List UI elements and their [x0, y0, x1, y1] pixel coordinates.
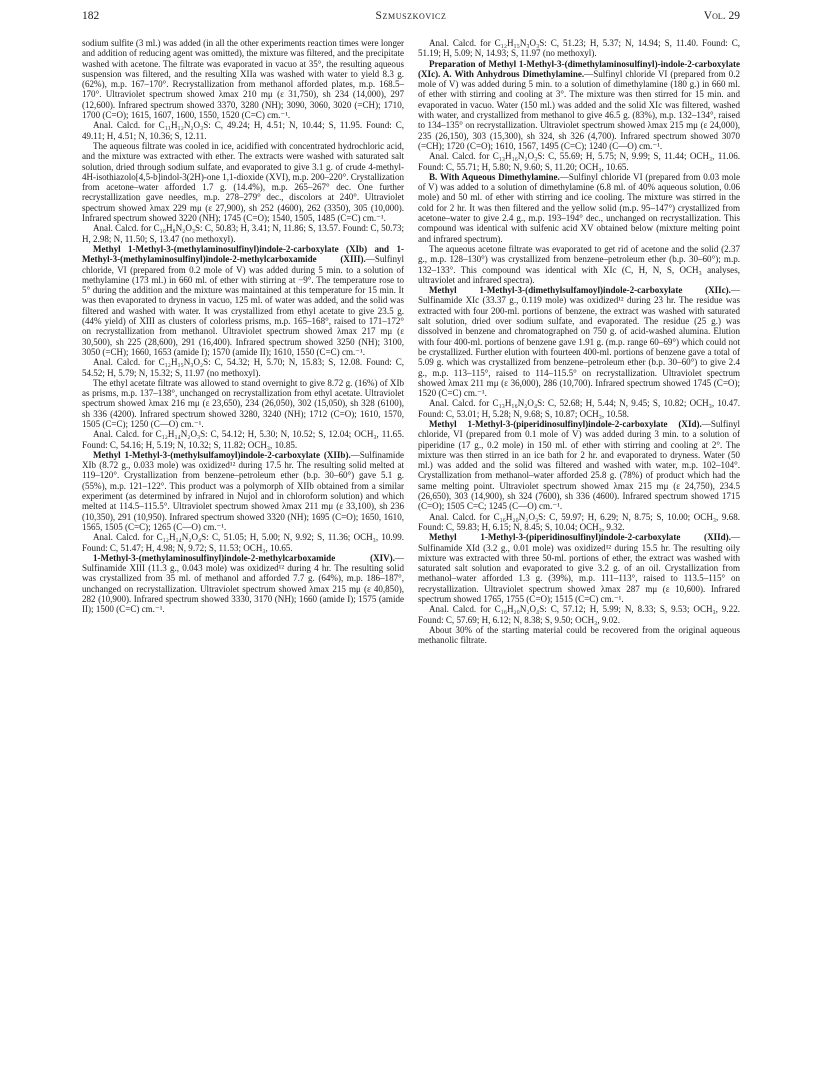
analysis-paragraph [418, 38, 740, 59]
paragraph-text: Anal. Calcd. for C₁₂H₁₅N₃O₃S: C, 51.23; H, 5.37; N, 14.94; S, 11.40. Found: C, 51.19; H, 5.09; N, 14.93; S, 11.97 (no methoxyl). [418, 38, 740, 59]
paragraph-text: —Sulfinyl chloride VI (prepared from 0.2 mole of V) was added during 5 min. to a solution of dimethylamine (180 g.) in 660 ml. of ether with stirring and cooling at 3°. The mixture was then stirred for 15 min. and evaporated in vacuo. Water (150 ml.) was added and the solid XIc was filtered, washed with water, and crystallized from methanol to give 46.5 g. (83%), m.p. 132–134°, raised to 134–135° on recrystallization. Ultraviolet spectrum showed λmax 215 mμ (ε 24,000), 235 (26,150), 303 (15,300), sh 324, sh 326 (4,700). Infrared spectrum showed 3070 (=CH); 1720 (C=O); 1610, 1567, 1495 (C=C); 1240 (C—O) cm.⁻¹. [418, 68, 740, 151]
paragraph-text: Anal. Calcd. for C₁₂H₁₄N₂O₄S: C, 51.05; H, 5.00; N, 9.92; S, 11.36; OCH₃, 10.99. Found: C, 51.47; H, 4.98; N, 9.72; S, 11.53; OCH₃, 10.65. [82, 532, 404, 553]
compound-heading: Methyl 1-Methyl-3-(piperidinosulfinyl)indole-2-carboxylate (XIId). [429, 532, 731, 543]
paragraph-text: About 30% of the starting material could be recovered from the original aqueous methanolic filtrate. [418, 624, 740, 646]
paragraph-text: The ethyl acetate filtrate was allowed to stand overnight to give 8.72 g. (16%) of XIb as prisms, m.p. 137–138°, unchanged on recrystallization from ethyl acetate. Ultraviolet spectrum showed λmax 216 mμ (ε 23,650), 234 (26,050), 302 (15,050), sh 328 (6100), sh 336 (4200). Infrared spectrum showed 3280, 3240 (NH); 1712 (C=O); 1610, 1570, 1505 (C=C); 1250 (C—O) cm.⁻¹. [82, 377, 404, 429]
left-text-column [82, 38, 404, 615]
paragraph-text: Anal. Calcd. for C₁₆H₂₀N₂O₄S: C, 57.12; H, 5.99; N, 8.33; S, 9.53; OCH₃, 9.22. Found: C, 57.69; H, 6.12; N, 8.38; S, 9.50; OCH₃, 9.02. [418, 604, 740, 625]
analysis-paragraph [82, 532, 404, 553]
paragraph-text: Anal. Calcd. for C₁₃H₁₆N₂O₃S: C, 55.69; H, 5.75; N, 9.99; S, 11.44; OCH₃, 11.06. Found: C, 55.71; H, 5.80; N, 9.60; S, 11.20; OCH₃, 10.65. [418, 151, 740, 172]
paragraph-text: Anal. Calcd. for C₁₂H₁₅N₃O₂S: C, 54.32; H, 5.70; N, 15.83; S, 12.08. Found: C, 54.52; H, 5.79; N, 15.32; S, 11.97 (no methoxyl). [82, 357, 404, 378]
body-paragraph [418, 244, 740, 285]
paragraph-text: —Sulfinyl chloride, VI (prepared from 0.1 mole of V) was added during 3 min. to a solution of piperidine (17 g., 0.2 mole) in 150 ml. of ether with stirring and cooling at 2°. The mixture was then stirred in an ice bath for 2 hr. and evaporated to dryness. Water (50 ml.) was added and the solid was filtered and washed with water, m.p. 102–104°. Crystallization from methanol–water afforded 25.8 g. (78%) of product which had the same melting point. Ultraviolet spectrum showed λmax 215 mμ (ε 24,750), 234.5 (26,650), 303 (14,900), sh 324 (7600), sh 336 (4600). Infrared spectrum showed 1715 (C=O); 1505 C=C; 1245 (C—O) cm.⁻¹. [418, 418, 740, 512]
paragraph-text: The aqueous filtrate was cooled in ice, acidified with concentrated hydrochloric acid, and the mixture was extracted with ether. The extracts were washed with saturated salt solution, dried through sodium sulfate, and evaporated to give 3.1 g. of crude 4-methyl-4H-isothiazolo[4,5-b]indol-3(2H)-one 1,1-dioxide (XVI), m.p. 200–220°. Crystallization from acetone–water afforded 1.7 g. (14.4%), m.p. 265–267° dec. One further recrystallization gave needles, m.p. 278–279° dec., discolors at 240°. Ultraviolet spectrum showed λmax 229 mμ (ε 27,900), sh 252 (4600), 262 (3350), 305 (10,000). Infrared spectrum showed 3220 (NH); 1745 (C=O); 1540, 1505, 1485 (C=C) cm.⁻¹. [82, 140, 404, 224]
paragraph-text: sodium sulfite (3 ml.) was added (in all the other experiments reaction times were longer and addition of reducing agent was omitted), the mixture was filtered, and the precipitate washed with acetone. The filtrate was evaporated in vacuo at 35°, the resulting aqueous suspension was filtered, and the resulting XIIa was washed with water to yield 8.3 g. (62%), m.p. 167–170°. Recrystallization from methanol afforded plates, m.p. 168.5–170°. Ultraviolet spectrum showed λmax 210 mμ (ε 31,750), sh 234 (14,000), 297 (12,600). Infrared spectrum showed 3370, 3280 (NH); 3090, 3060, 3020 (=CH); 1710, 1700 (C=O); 1615, 1607, 1600, 1550, 1520 (C=C) cm.⁻¹. [82, 38, 404, 121]
compound-heading: Preparation of Methyl 1-Methyl-3-(dimethylaminosulfinyl)-indole-2-carboxylate (XIc). A. With Anhydrous Dimethylamine. [418, 58, 740, 79]
analysis-paragraph [418, 512, 740, 533]
body-paragraph [418, 532, 740, 604]
analysis-paragraph [418, 604, 740, 625]
analysis-paragraph [82, 357, 404, 378]
paragraph-text: Anal. Calcd. for C₁₀H₈N₂O₃S: C, 50.83; H, 3.41; N, 11.86; S, 13.57. Found: C, 50.73; H, 2.98; N, 11.50; S, 13.47 (no methoxyl). [82, 223, 404, 244]
paragraph-text: —Sulfinamide XIII (11.3 g., 0.043 mole) was oxidized¹² during 4 hr. The resulting solid was crystallized from 35 ml. of methanol and afforded 7.7 g. (64%), m.p. 186–187°, unchanged on recrystallization. Ultraviolet spectrum showed λmax 215 mμ (ε 40,850), 282 (10,900). Infrared spectrum showed 3330, 3170 (NH); 1660 (amide I); 1575 (amide II); 1500 (C=C) cm.⁻¹. [82, 552, 404, 615]
paragraph-text: —Sulfinamide XIc (33.37 g., 0.119 mole) was oxidized¹² during 23 hr. The residue was extracted with four 200-ml. portions of benzene, the extract was washed with saturated salt solution, dried over sodium sulfate, and evaporated. The residue (25 g.) was dissolved in benzene and chromatographed on 750 g. of acid-washed alumina. Elution with four 400-ml. portions of benzene gave 1.91 g. (m.p. range 60–69°) which could not be crystallized. Further elution with fourteen 400-ml. portions of benzene gave a total of 5.09 g. which was crystallized from benzene–petroleum ether (b.p. 30–60°) to give 2.4 g., m.p. 113–115°, raised to 114–115.5° on recrystallization. Ultraviolet spectrum showed λmax 211 mμ (ε 36,000), 286 (10,700). Infrared spectrum showed 1745 (C=O); 1520 (C=C) cm.⁻¹. [418, 285, 740, 399]
paragraph-text: Anal. Calcd. for C₁₃H₁₆N₂O₄S: C, 52.68; H, 5.44; N, 9.45; S, 10.82; OCH₃, 10.47. Found: C, 53.01; H, 5.28; N, 9.68; S, 10.87; OCH₃, 10.58. [418, 398, 740, 419]
running-author: Szmuszkovicz [375, 10, 447, 22]
page-number: 182 [82, 10, 100, 22]
body-paragraph [418, 172, 740, 244]
analysis-paragraph [82, 223, 404, 244]
analysis-paragraph [82, 120, 404, 141]
paragraph-text: The aqueous acetone filtrate was evaporated to get rid of acetone and the solid (2.37 g., m.p. 128–130°) was crystallized from benzene–petroleum ether (b.p. 30–60°); m.p. 132–133°. This compound was identical with XIc (C, H, N, S, OCH₃ analyses, ultraviolet and infrared spectra). [418, 243, 740, 285]
paragraph-text: —Sulfinamide XIb (8.72 g., 0.033 mole) was oxidized¹² during 17.5 hr. The resulting solid melted at 119–120°. Crystallization from benzene–petroleum ether (b.p. 30–60°) gave 5.1 g. (55%), m.p. 121–122°. This product was a polymorph of XIIb obtained from a similar experiment (as determined by infrared in Nujol and in chloroform solution) and which melted at 114.5–115.5°. Ultraviolet spectrum showed λmax 211 mμ (ε 33,100), sh 236 (10,350), 291 (10,950). Infrared spectrum showed 3320 (NH); 1695 (C=O); 1650, 1610, 1565, 1505 (C=C); 1265 (C—O) cm.⁻¹. [82, 449, 404, 532]
analysis-paragraph [418, 151, 740, 172]
body-paragraph [418, 59, 740, 152]
paragraph-text: Anal. Calcd. for C₁₂H₁₄N₂O₃S: C, 54.12; H, 5.30; N, 10.52; S, 12.04; OCH₃, 11.65. Found: C, 54.16; H, 5.19; N, 10.32; S, 11.82; OCH₃, 10.85. [82, 429, 404, 450]
body-paragraph [82, 450, 404, 532]
analysis-paragraph [418, 398, 740, 419]
paragraph-text: Anal. Calcd. for C₁₆H₂₀N₂O₃S: C, 59.97; H, 6.29; N, 8.75; S, 10.00; OCH₃, 9.68. Found: C, 59.83; H, 6.15; N, 8.45; S, 10.04; OCH₃, 9.32. [418, 511, 740, 532]
compound-heading: Methyl 1-Methyl-3-(piperidinosulfinyl)indole-2-carboxylate (XId). [429, 418, 702, 429]
paragraph-text: Anal. Calcd. for C₁₁H₁₂N₂O₃S: C, 49.24; H, 4.51; N, 10.44; S, 11.95. Found: C, 49.11; H, 4.51; N, 10.36; S, 12.11. [82, 120, 404, 141]
right-text-column [418, 38, 740, 646]
paragraph-text: —Sulfinyl chloride VI (prepared from 0.03 mole of V) was added to a solution of dimethylamine (6.8 ml. of 40% aqueous solution, 0.06 mole) and 50 ml. of ether with stirring and ice cooling. The mixture was stirred in the cold for 2 hr. It was then filtered and the yellow solid (m.p. 95–147°) crystallized from acetone–water to give 2.4 g., m.p. 193–194° dec., unchanged on recrystallization. This compound was identical with sulfenic acid XV obtained below (mixture melting point and infrared spectrum). [418, 171, 740, 244]
paragraph-text: —Sulfinamide XId (3.2 g., 0.01 mole) was oxidized¹² during 15.5 hr. The resulting oily mixture was extracted with three 50-ml. portions of ether, the extract was washed with saturated salt solution and evaporated to give 3.2 g. of an oil. Crystallization from methanol–water afforded 1.3 g. (39%), m.p. 111–113°, raised to 113.5–115° on recrystallization. Ultraviolet spectrum showed λmax 287 mμ (ε 10,600). Infrared spectrum showed 1765, 1755 (C=O); 1515 (C=C) cm.⁻¹. [418, 532, 740, 605]
body-paragraph [82, 38, 404, 120]
paragraph-text: —Sulfinyl chloride, VI (prepared from 0.2 mole of V) was added during 5 min. to a solution of methylamine (173 ml.) in 660 ml. of ether with stirring at −9°. The temperature rose to 5° during the addition and the mixture was maintained at this temperature for 15 min. It was then evaporated to dryness in vacuo, 125 ml. of water was added, and the solid was filtered and washed with water. It was crystallized from ethyl acetate to give 23.5 g. (44% yield) of XIII as clusters of colorless prisms, m.p. 165–168°, raised to 171–172° on recrystallization from methanol. Ultraviolet spectrum showed λmax 217 mμ (ε 30,500), sh 225 (28,600), 291 (16,400). Infrared spectrum showed 3250 (NH); 3100, 3050 (=CH); 1660, 1653 (amide I); 1570 (amide II); 1610, 1550 (C=C) cm.⁻¹. [82, 254, 404, 357]
body-paragraph [418, 625, 740, 646]
body-paragraph [82, 378, 404, 429]
body-paragraph [418, 285, 740, 398]
volume-label: Vol. 29 [703, 10, 740, 22]
compound-heading: Methyl 1-Methyl-3-(methylsulfamoyl)indole-2-carboxylate (XIIb). [93, 449, 351, 460]
body-paragraph [82, 553, 404, 615]
body-paragraph [82, 141, 404, 223]
running-header [82, 10, 740, 28]
compound-heading: 1-Methyl-3-(methylaminosulfinyl)indole-2-methylcarboxamide (XIV). [93, 552, 395, 563]
compound-heading: B. With Aqueous Dimethylamine. [429, 171, 560, 182]
body-paragraph [82, 244, 404, 357]
compound-heading: Methyl 1-Methyl-3-(methylaminosulfinyl)indole-2-carboxylate (XIb) and 1-Methyl-3-(methylaminosulfinyl)indole-2-methylcarboxamide (XIII). [82, 243, 404, 265]
analysis-paragraph [82, 429, 404, 450]
compound-heading: Methyl 1-Methyl-3-(dimethylsulfamoyl)indole-2-carboxylate (XIIc). [429, 285, 731, 296]
body-paragraph [418, 419, 740, 512]
